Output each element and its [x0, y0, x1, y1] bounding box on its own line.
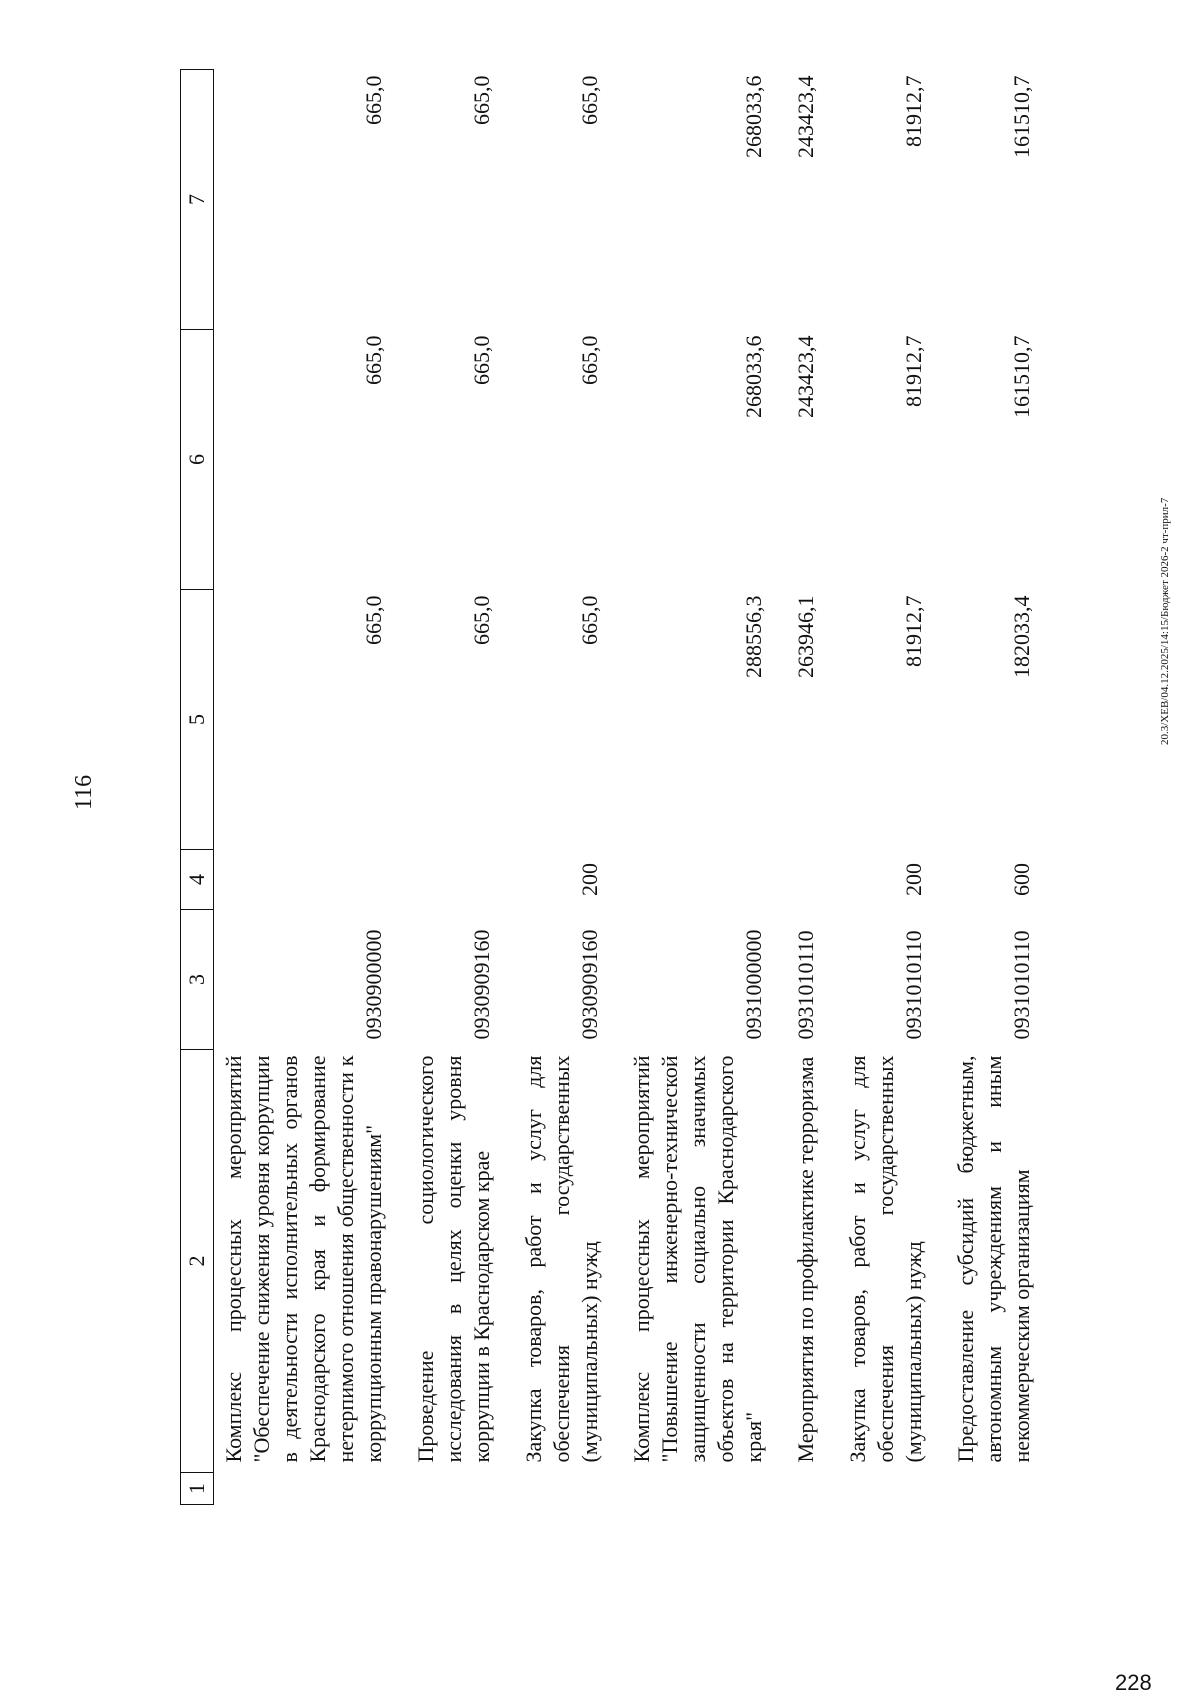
table-row — [838, 70, 946, 1505]
footer-code: 20.3/ХЕВ/04.12.2025/14:15/Бюджет 2026-2 чт-прил-7 — [1159, 497, 1171, 745]
row-type — [786, 850, 838, 910]
row-name: Мероприятия по профилактике терроризма — [793, 1056, 818, 1463]
row-value-6: 665,0 — [361, 335, 386, 385]
table-row — [622, 70, 786, 1505]
row-value-7: 665,0 — [577, 75, 602, 125]
budget-table-rotated — [180, 70, 1080, 1505]
col-header-7: 7 — [181, 70, 214, 330]
table-row — [946, 70, 1054, 1505]
row-value-6: 243423,4 — [793, 335, 818, 418]
row-code: 0930909160 — [469, 929, 494, 1040]
row-value-7: 81912,7 — [901, 75, 926, 147]
col-header-4: 4 — [181, 850, 214, 910]
table-row — [406, 70, 514, 1505]
row-value-5: 288556,3 — [741, 595, 766, 678]
row-code: 0931000000 — [741, 929, 766, 1040]
table-row — [514, 70, 622, 1505]
row-value-7: 161510,7 — [1009, 75, 1034, 158]
row-type — [214, 850, 407, 910]
row-code: 0931010110 — [901, 930, 926, 1040]
row-value-5: 665,0 — [577, 595, 602, 645]
row-number-cell — [214, 1473, 407, 1505]
row-type — [622, 850, 786, 910]
page-number: 116 — [71, 774, 97, 810]
row-value-6: 665,0 — [469, 335, 494, 385]
row-number-cell — [786, 1473, 838, 1505]
row-value-5: 182033,4 — [1009, 595, 1034, 678]
row-number-cell — [406, 1473, 514, 1505]
col-header-3: 3 — [181, 910, 214, 1050]
row-value-7: 665,0 — [469, 75, 494, 125]
row-name: Закупка товаров, работ и услуг для обеспечения государственных (муниципальных) нужд — [845, 1055, 926, 1463]
table-row — [214, 70, 407, 1505]
row-value-5: 665,0 — [361, 595, 386, 645]
col-header-1: 1 — [181, 1473, 214, 1505]
header-row — [181, 70, 214, 1505]
row-name: Комплекс процессных мероприятий "Повышение инженерно-технической защищенности социально значимых объектов на территории Краснодарского края" — [629, 1055, 766, 1463]
row-number-cell — [514, 1473, 622, 1505]
budget-table — [180, 69, 1054, 1505]
row-code: 0930909160 — [577, 929, 602, 1040]
row-type: 600 — [1009, 863, 1034, 896]
row-value-6: 161510,7 — [1009, 335, 1034, 418]
row-value-7: 268033,6 — [741, 75, 766, 158]
table-row — [786, 70, 838, 1505]
col-header-2: 2 — [181, 1050, 214, 1473]
row-type: 200 — [901, 863, 926, 896]
row-type — [406, 850, 514, 910]
row-value-7: 243423,4 — [793, 75, 818, 158]
row-number-cell — [622, 1473, 786, 1505]
row-name: Предоставление субсидий бюджетным, автономным учреждениям и иным некоммерческим организациям — [953, 1055, 1034, 1463]
row-value-7: 665,0 — [361, 75, 386, 125]
row-code: 0931010110 — [793, 930, 818, 1040]
row-value-6: 665,0 — [577, 335, 602, 385]
row-code: 0931010110 — [1009, 930, 1034, 1040]
row-number-cell — [946, 1473, 1054, 1505]
row-name: Проведение социологического исследования в целях оценки уровня коррупции в Краснодарском крае — [413, 1055, 494, 1463]
row-value-5: 665,0 — [469, 595, 494, 645]
row-value-6: 268033,6 — [741, 335, 766, 418]
row-value-5: 263946,1 — [793, 595, 818, 678]
row-number-cell — [838, 1473, 946, 1505]
row-value-6: 81912,7 — [901, 335, 926, 407]
row-name: Комплекс процессных мероприятий "Обеспечение снижения уровня коррупции в деятельности исполнительных органов Краснодарского края и формирование нетерпимого отношения общественности к коррупционным правонарушениям" — [221, 1055, 386, 1463]
row-value-5: 81912,7 — [901, 595, 926, 667]
row-code: 0930900000 — [361, 929, 386, 1040]
row-name: Закупка товаров, работ и услуг для обеспечения государственных (муниципальных) нужд — [521, 1055, 602, 1463]
row-type: 200 — [577, 863, 602, 896]
scan-page-number: 228 — [1115, 1670, 1152, 1695]
col-header-6: 6 — [181, 330, 214, 590]
col-header-5: 5 — [181, 590, 214, 850]
